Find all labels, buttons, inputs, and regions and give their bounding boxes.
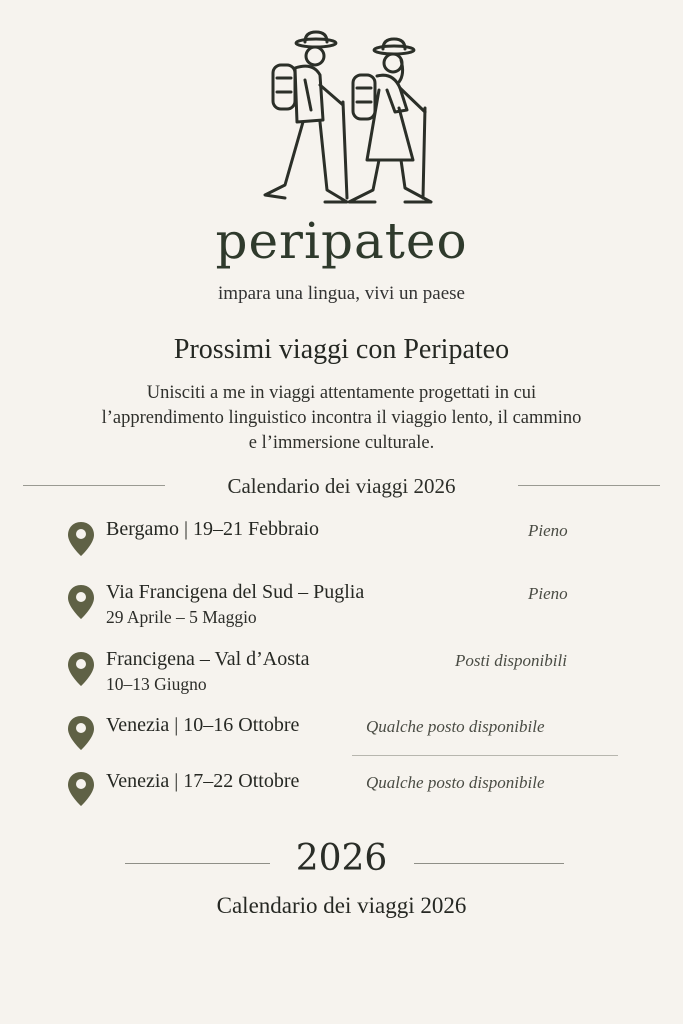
calendar-heading: [0, 474, 683, 498]
brand-name: peripateo: [215, 212, 468, 270]
trip-status: Qualche posto disponibile: [366, 773, 545, 792]
trip-name: Via Francigena del Sud – Puglia: [106, 581, 365, 603]
year-banner: [0, 838, 683, 888]
map-pin-icon: [67, 715, 95, 751]
footer-caption: Calendario dei viaggi 2026: [216, 893, 467, 918]
trip-status: Pieno: [528, 584, 568, 603]
hikers-icon: [255, 30, 455, 215]
divider-line: [414, 863, 564, 864]
trip-status: Posti disponibili: [455, 651, 567, 670]
intro-text: [40, 381, 643, 456]
trip-dates: 29 Aprile – 5 Maggio: [106, 607, 257, 627]
trip-name: Francigena – Val d’Aosta: [106, 648, 310, 670]
trip-dates: 10–13 Giugno: [106, 674, 207, 694]
trip-status: Pieno: [528, 521, 568, 540]
trip-name: Bergamo | 19–21 Febbraio: [106, 518, 320, 540]
trip-name: Venezia | 17–22 Ottobre: [106, 770, 300, 792]
brand-tagline: impara una lingua, vivi un paese: [218, 283, 465, 304]
map-pin-icon: [67, 771, 95, 807]
map-pin-icon: [67, 584, 95, 620]
intro-line: Unisciti a me in viaggi attentamente progettati in cui: [146, 383, 537, 403]
intro-line: e l’immersione culturale.: [248, 433, 435, 453]
divider-line: [518, 485, 660, 486]
trip-status: Qualche posto disponibile: [366, 717, 545, 736]
year-label: 2026: [295, 838, 388, 879]
map-pin-icon: [67, 521, 95, 557]
page-title: Prossimi viaggi con Peripateo: [173, 334, 510, 365]
calendar-heading-label: Calendario dei viaggi 2026: [227, 474, 456, 498]
map-pin-icon: [67, 651, 95, 687]
intro-line: l’apprendimento linguistico incontra il viaggio lento, il cammino: [101, 408, 582, 428]
divider-line: [352, 755, 618, 756]
trip-name: Venezia | 10–16 Ottobre: [106, 714, 300, 736]
